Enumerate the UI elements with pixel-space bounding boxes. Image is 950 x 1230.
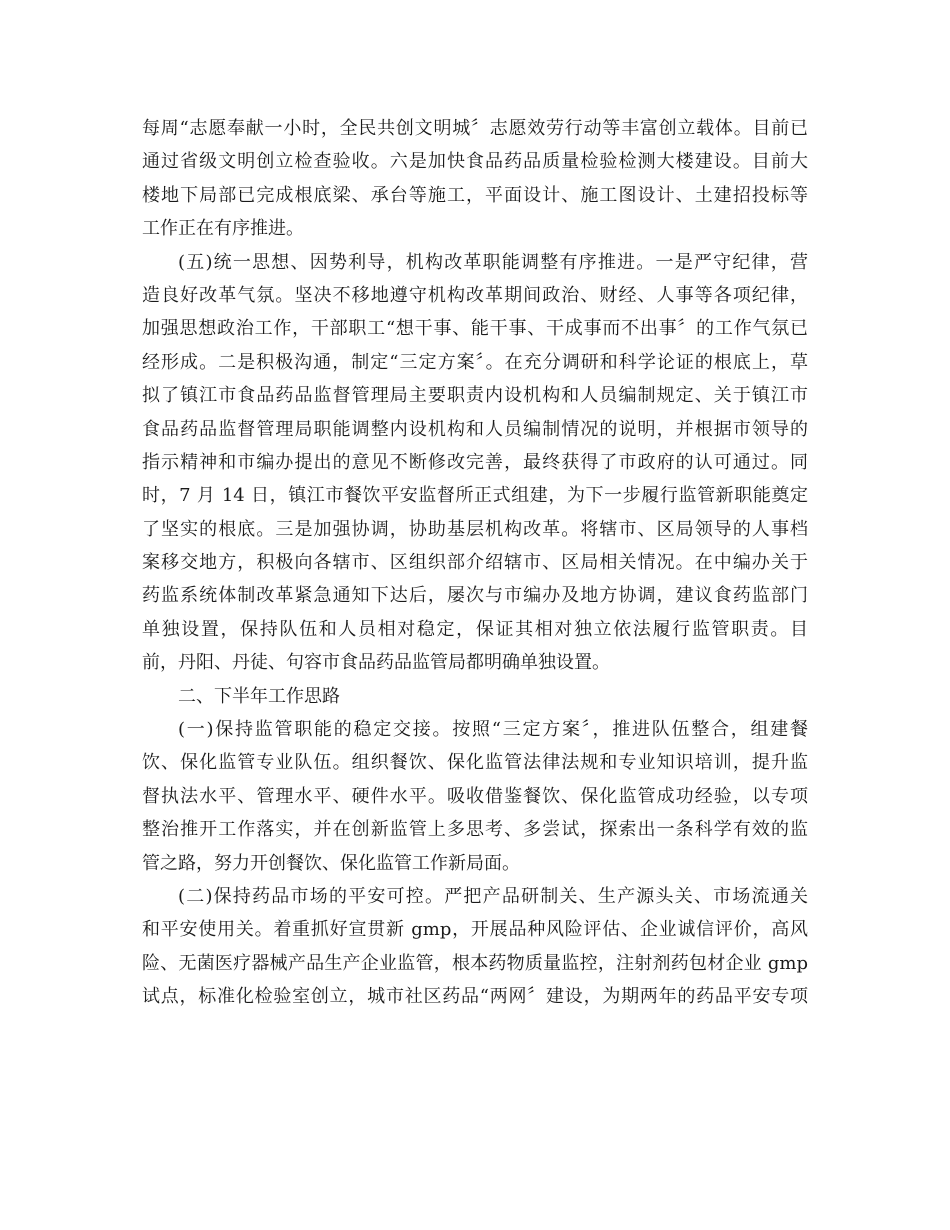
text-line: 经形成。二是积极沟通，制定“三定方案〞。在充分调研和科学论证的根底上，草 [142,351,808,373]
text-line: 单独设置，保持队伍和人员相对稳定，保证其相对独立依法履行监管职责。目 [142,618,808,640]
text-line: 险、无菌医疗器械产品生产企业监管，根本药物质量监控，注射剂药包材企业 gmp [142,952,808,974]
text-line: 食品药品监督管理局职能调整内设机构和人员编制情况的说明，并根据市领导的 [142,418,808,440]
document-body [142,112,808,1014]
text-line: 前，丹阳、丹徒、句容市食品药品监管局都明确单独设置。 [142,652,610,674]
text-line: 造良好改革气氛。坚决不移地遵守机构改革期间政治、财经、人事等各项纪律， [142,284,808,306]
text-line: 拟了镇江市食品药品监督管理局主要职责内设机构和人员编制规定、关于镇江市 [142,385,808,407]
text-line: (二)保持药品市场的平安可控。严把产品研制关、生产源头关、市场流通关 [178,885,808,907]
text-line: 整治推开工作落实，并在创新监管上多思考、多尝试，探索出一条科学有效的监 [142,819,808,841]
text-line: 指示精神和市编办提出的意见不断修改完善，最终获得了市政府的认可通过。同 [142,451,808,473]
text-line: 督执法水平、管理水平、硬件水平。吸收借鉴餐饮、保化监管成功经验，以专项 [142,785,808,807]
text-line: (一)保持监管职能的稳定交接。按照“三定方案〞，推进队伍整合，组建餐 [178,719,808,741]
text-line: 楼地下局部已完成根底梁、承台等施工，平面设计、施工图设计、土建招投标等 [142,184,808,206]
text-line: 管之路，努力开创餐饮、保化监管工作新局面。 [142,852,520,874]
text-line: 工作正在有序推进。 [142,218,304,240]
text-line: 通过省级文明创立检查验收。六是加快食品药品质量检验检测大楼建设。目前大 [142,151,808,173]
text-line: 和平安使用关。着重抓好宣贯新 gmp，开展品种风险评估、企业诚信评价，高风 [142,919,808,941]
text-line: 试点，标准化检验室创立，城市社区药品“两网〞建设，为期两年的药品平安专项 [142,986,808,1008]
text-line: 案移交地方，积极向各辖市、区组织部介绍辖市、区局相关情况。在中编办关于 [142,552,808,574]
text-line: 药监系统体制改革紧急通知下达后，屡次与市编办及地方协调，建议食药监部门 [142,585,808,607]
text-line: 加强思想政治工作，干部职工“想干事、能干事、干成事而不出事〞的工作气氛已 [142,318,808,340]
text-line: (五)统一思想、因势利导，机构改革职能调整有序推进。一是严守纪律，营 [178,251,808,273]
text-line: 每周“志愿奉献一小时，全民共创文明城〞志愿效劳行动等丰富创立载体。目前已 [142,118,808,139]
text-line: 二、下半年工作思路 [178,685,340,707]
text-line: 时，7 月 14 日，镇江市餐饮平安监督所正式组建，为下一步履行监管新职能奠定 [142,485,808,507]
text-line: 了坚实的根底。三是加强协调，协助基层机构改革。将辖市、区局领导的人事档 [142,518,808,540]
text-line: 饮、保化监管专业队伍。组织餐饮、保化监管法律法规和专业知识培训，提升监 [142,752,808,774]
